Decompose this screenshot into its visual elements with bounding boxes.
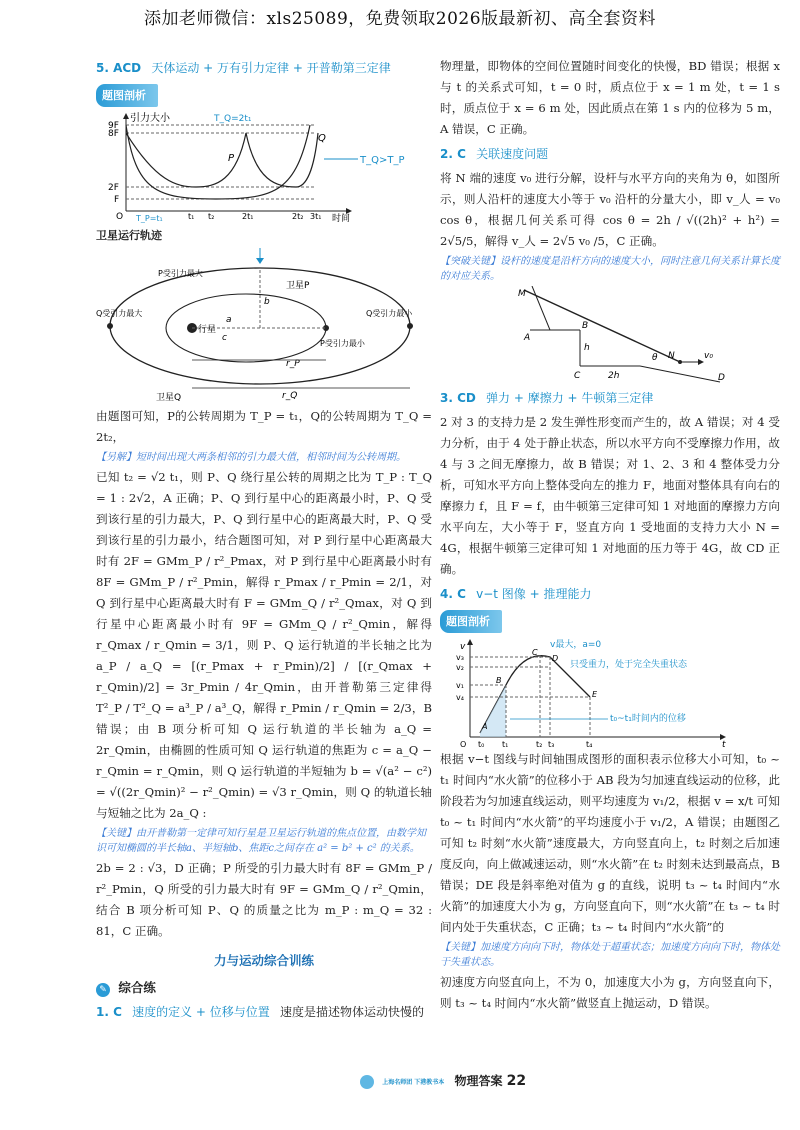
section-title: 力与运动综合训练 bbox=[213, 953, 314, 968]
vt-O: O bbox=[460, 740, 467, 749]
vt-A: A bbox=[482, 722, 488, 731]
p-max-label: P受引力最大 bbox=[158, 269, 203, 278]
vt-t3: t₃ bbox=[548, 740, 555, 749]
tq-label: T_Q=2t₁ bbox=[214, 114, 252, 124]
q1-topic: 速度的定义 + 位移与位置 bbox=[132, 1005, 270, 1019]
y-2F: 2F bbox=[108, 183, 119, 193]
x-2t1: 2t₁ bbox=[242, 212, 254, 221]
vt-v: v bbox=[460, 642, 466, 652]
comp-badge-icon: ✎ bbox=[96, 983, 110, 997]
vt-v1: v₁ bbox=[456, 681, 464, 690]
q-max-label: Q受引力最大 bbox=[96, 309, 143, 318]
q5-analysis-banner: 题图剖析 bbox=[96, 84, 158, 107]
vt-v2: v₂ bbox=[456, 663, 464, 672]
top-banner-text: 添加老师微信：xls25089，免费领取2026版最新初、高全套资料 bbox=[143, 9, 657, 29]
vt-t2: t₂ bbox=[536, 740, 543, 749]
label-M: M bbox=[518, 289, 526, 299]
q2-text: 将 N 端的速度 v₀ 进行分解，设杆与水平方向的夹角为 θ，如图所示，则人沿杆的速度大小等于 v₀ 沿杆的分量大小，即 v_人 = v₀ cos θ，根据几何关系可得 cos θ = 2h / √((2h)² + h²) = 2√5/5，解得 v_人 = 2√5 v₀ /5，C 正确。 bbox=[440, 171, 780, 248]
q4-answer: 4. C bbox=[440, 587, 466, 601]
handnote-1: 【另解】短时间出现大两条相邻的引力最大值，相邻时间为公转周期。 bbox=[96, 452, 406, 463]
q2-topic: 关联速度问题 bbox=[476, 147, 549, 161]
p-min-label: P受引力最小 bbox=[320, 339, 365, 348]
label-C: C bbox=[574, 371, 581, 381]
q3-heading bbox=[440, 388, 780, 409]
force-time-graph bbox=[96, 111, 432, 223]
rq-label: r_Q bbox=[282, 391, 298, 401]
vt-t1: t₁ bbox=[502, 740, 509, 749]
x-t2: t₂ bbox=[208, 212, 215, 221]
curve-Q bbox=[126, 125, 310, 199]
q4-analysis-banner: 题图剖析 bbox=[440, 610, 502, 633]
vt-C: C bbox=[532, 648, 538, 657]
vt-t: t bbox=[722, 740, 726, 749]
comp-title-text: 综合练 bbox=[118, 980, 156, 995]
handnote-3: 【突破关键】设杆的速度是沿杆方向的速度大小，同时注意几何关系计算长度的对应关系。 bbox=[440, 256, 780, 282]
vt-v4: v₄ bbox=[456, 693, 464, 702]
a-label: a bbox=[226, 315, 232, 325]
q4-end: 初速度方向竖直向上，不为 0，加速度大小为 g，方向竖直向下，则 t₃ ~ t₄ 时间内“水火箭”做竖直上抛运动，D 错误。 bbox=[440, 975, 780, 1010]
label-A: A bbox=[524, 333, 531, 343]
handnote-2: 【关键】由开普勒第一定律可知行星是卫星运行轨道的焦点位置，由数学知识可知椭圆的半长轴a、半短轴b、焦距c之间存在 a² = b² + c² 的关系。 bbox=[96, 828, 426, 854]
label-h: h bbox=[584, 343, 590, 353]
q3-answer: 3. CD bbox=[440, 391, 476, 405]
vt-t0: t₀ bbox=[478, 740, 485, 749]
y-title-text: 引力大小 bbox=[130, 113, 170, 124]
q5-heading bbox=[96, 58, 432, 79]
x-time: 时间 bbox=[332, 214, 351, 223]
q-min-label: Q受引力最小 bbox=[366, 309, 413, 318]
q2-heading bbox=[440, 144, 780, 165]
y-8F: 8F bbox=[108, 129, 119, 139]
x-3t1: 3t₁ bbox=[310, 212, 322, 221]
mascot-icon bbox=[360, 1075, 374, 1089]
label-N: N bbox=[668, 351, 675, 361]
vt-v3: v₃ bbox=[456, 653, 464, 662]
vt-B: B bbox=[496, 676, 502, 685]
orbit-title: 卫星运行轨迹 bbox=[96, 229, 162, 242]
page-footer bbox=[360, 1072, 526, 1089]
q5-para-1: 由题图可知，P的公转周期为 T_P = t₁，Q的公转周期为 T_Q = 2t₂， bbox=[96, 409, 432, 444]
b-label: b bbox=[264, 297, 270, 307]
label-B: B bbox=[582, 321, 589, 331]
origin-O: O bbox=[116, 212, 124, 222]
y-F: F bbox=[114, 195, 120, 205]
label-Q: Q bbox=[318, 133, 326, 144]
rp-label: r_P bbox=[286, 359, 300, 369]
left-column bbox=[96, 56, 432, 1026]
rod-slope-diagram bbox=[440, 286, 780, 386]
handnote-4: 【关键】加速度方向向下时，物体处于超重状态；加速度方向向下时，物体处于失重状态。 bbox=[440, 942, 780, 968]
tp-label: T_P=t₁ bbox=[136, 214, 163, 223]
label-2h: 2h bbox=[608, 371, 620, 381]
sat-p-label: 卫星P bbox=[286, 281, 310, 291]
q1-continued: 物理量，即物体的空间位置随时间变化的快慢，BD 错误；根据 x 与 t 的关系式可知，t = 0 时，质点位于 x = 1 m 处，t = 1 s 时，质点位于 x = 6 m 处，因此质点在第 1 s 内的位移为 5 m，A 错误，C 正确。 bbox=[440, 59, 780, 136]
sat-q-label: 卫星Q bbox=[156, 393, 182, 403]
q2-answer: 2. C bbox=[440, 147, 466, 161]
y-9F: 9F bbox=[108, 121, 119, 131]
q4-heading bbox=[440, 584, 780, 605]
vt-note-mid: 只受重力，处于完全失重状态 bbox=[570, 660, 688, 670]
label-theta: θ bbox=[652, 353, 658, 363]
vt-note-low: t₀~t₁时间内的位移 bbox=[610, 714, 686, 724]
q4-topic: v−t 图像 + 推理能力 bbox=[476, 587, 592, 601]
vt-graph bbox=[440, 637, 780, 749]
right-column bbox=[440, 56, 780, 1014]
page-number: 22 bbox=[506, 1073, 527, 1089]
q1-text: 速度是描述物体运动快慢的 bbox=[279, 1005, 424, 1019]
x-2t2: 2t₂ bbox=[292, 212, 304, 221]
q5-topic: 天体运动 + 万有引力定律 + 开普勒第三定律 bbox=[151, 61, 391, 75]
vt-t4: t₄ bbox=[586, 740, 593, 749]
footer-label: 物理答案 bbox=[454, 1074, 503, 1088]
label-P: P bbox=[228, 153, 235, 164]
vt-E: E bbox=[592, 690, 598, 699]
q3-text: 2 对 3 的支持力是 2 发生弹性形变而产生的，故 A 错误；对 4 受力分析，由于 4 处于静止状态，所以水平方向不受摩擦力作用，故 4 与 3 之间无摩擦力，故 B 错误；对 1、2、3 和 4 整体受力分析，可知水平方向上整体受向左的推力 F，地面对整体具有向右的摩擦力 f，且 F = f，由牛顿第三定律可知 1 对地面的摩擦力方向水平向左，大小等于 F，竖直方向 1 受地面的支持力大小 N = 4G，根据牛顿第三定律可知 1 对地面的压力等于 4G，故 CD 正确。 bbox=[440, 415, 780, 576]
q-max-point bbox=[107, 323, 113, 329]
label-D: D bbox=[718, 373, 725, 383]
q1-heading bbox=[96, 1002, 432, 1023]
q5-answer: 5. ACD bbox=[96, 61, 142, 75]
q5-para-2: 已知 t₂ = √2 t₁，则 P、Q 绕行星公转的周期之比为 T_P : T_Q = 1 : 2√2，A 正确；P、Q 到行星中心的距离最小时，P、Q 受到该行星的引力最大，P、Q 到行星中心的距离最大时，P、Q 受到该行星的引力最小，结合题图可知，对 P 到行星中心距离最大时有 2F = GMm_P / r²_Pmax，对 P 到行星中心距离最小时有 8F = GMm_P / r²_Pmin，解得 r_Pmax / r_Pmin = 2/1，对 Q 到行星中心距离最大时有 F = GMm_Q / r²_Qmax，对 Q 到行星中心距离最小时有 9F = GMm_Q / r²_Qmin，解得 r_Qmax / r_Qmin = 3/1，则 P、Q 运行轨道的半长轴之比为 a_P / a_Q = [(r_Pmax + r_Pmin)/2] / [(r_Qmax + r_Qmin)/2] = 3r_Pmin / 4r_Qmin，由开普勒第三定律得 T²_P / T²_Q = a³_P / a³_Q，解得 r_Pmin / r_Qmin = 2/3，B 错误；由 B 项分析可知 Q 运行轨道的半长轴为 a_Q = 2r_Qmin，由椭圆的性质可知 Q 运行轨道的焦距为 c = a_Q − r_Qmin = r_Qmin，则 Q 运行轨道的半短轴为 b = √(a² − c²) = √((2r_Qmin)² − r²_Qmin) = √3 r_Qmin，则 Q 的轨道长轴与短轴之比为 2a_Q : bbox=[96, 470, 432, 820]
footer-small-text: 上海名师团 下港教书本 bbox=[382, 1079, 445, 1086]
planet-label: 行星 bbox=[198, 325, 217, 335]
q5-para-3: 2b = 2 : √3，D 正确；P 所受的引力最大时有 8F = GMm_P / r²_Pmin，Q 所受的引力最大时有 9F = GMm_Q / r²_Qmin，结合 B 项分析可知 P、Q 的质量之比为 m_P : m_Q = 32 : 81，C 正确。 bbox=[96, 861, 432, 938]
comp-title bbox=[96, 977, 432, 998]
rod-MN bbox=[524, 290, 680, 362]
q4-text: 根据 v−t 图线与时间轴围成图形的面积表示位移大小可知，t₀ ~ t₁ 时间内“水火箭”的位移小于 AB 段为匀加速直线运动的位移，此阶段若为匀加速直线运动，则平均速度为 v₁/2，根据 v = x/t 可知 t₀ ~ t₁ 时间内“水火箭”的平均速度小于 v₁/2，A 错误；由题图乙可知 t₂ 时刻“水火箭”速度最大，方向竖直向上，t₂ 时刻之后加速度反向，向上做减速运动，则“水火箭”在 t₂ 时刻未达到最高点，B 错误；DE 段是斜率绝对值为 g 的直线，说明 t₃ ~ t₄ 时间内“水火箭”的加速度大小为 g，方向竖直向下，则“水火箭”在 t₃ ~ t₄ 时间内处于失重状态，C 正确；t₃ ~ t₄ 时间内“水火箭”的 bbox=[440, 752, 780, 934]
orbit-diagram bbox=[96, 248, 432, 406]
period-compare: T_Q>T_P bbox=[360, 155, 405, 166]
q1-answer: 1. C bbox=[96, 1005, 122, 1019]
q-min-point bbox=[407, 323, 413, 329]
vt-D: D bbox=[552, 654, 559, 663]
c-label: c bbox=[222, 333, 227, 343]
q3-topic: 弹力 + 摩擦力 + 牛顿第三定律 bbox=[486, 391, 654, 405]
x-t1: t₁ bbox=[188, 212, 195, 221]
vt-note-top: v最大，a=0 bbox=[550, 640, 602, 650]
label-v0: v₀ bbox=[704, 351, 713, 361]
